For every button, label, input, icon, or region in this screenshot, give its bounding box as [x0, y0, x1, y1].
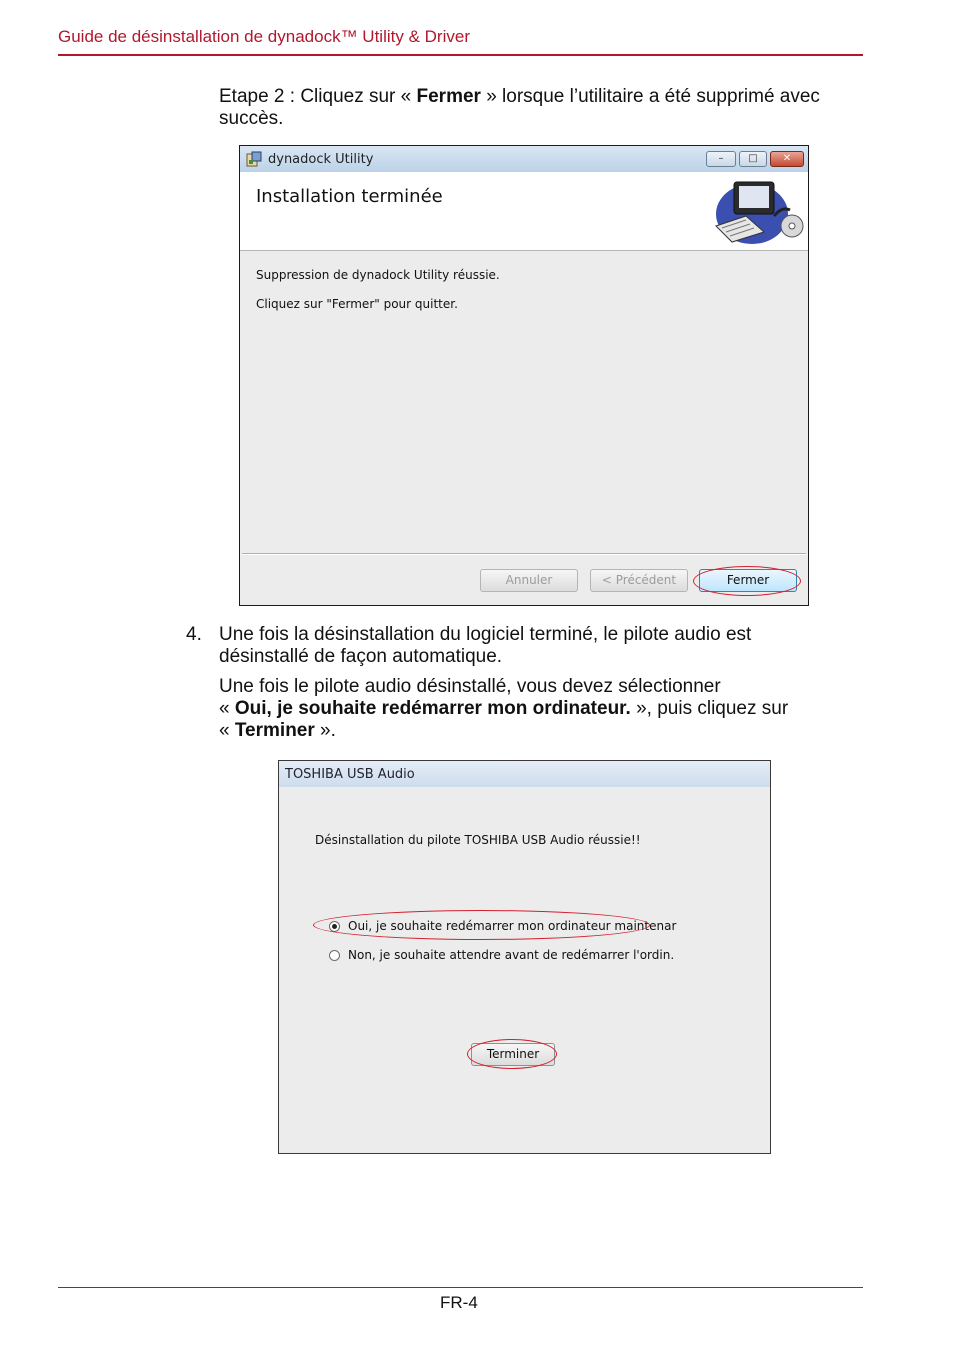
restart-now-option[interactable]: [329, 918, 676, 934]
header-divider: [58, 54, 863, 56]
computer-icon: [712, 176, 806, 246]
restart-later-option[interactable]: [329, 947, 674, 963]
radio-checked-icon[interactable]: [329, 921, 340, 932]
dialog-footer-divider: [242, 553, 806, 555]
step4-bold-restart: Oui, je souhaite redémarrer mon ordinateur.: [234, 698, 631, 719]
restart-now-label: Oui, je souhaite redémarrer mon ordinateur maintenar: [348, 919, 677, 933]
dialog-banner: [240, 172, 808, 251]
installer-app-icon: [246, 151, 262, 167]
step4-bold-terminer: Terminer: [234, 720, 315, 741]
step2-text-prefix: Etape 2 : Cliquez sur «: [219, 86, 417, 107]
step4-p2-quote-open: «: [219, 698, 235, 719]
page-number: FR-4: [440, 1293, 478, 1312]
uninstall-success-message: Suppression de dynadock Utility réussie.: [256, 268, 500, 282]
window-titlebar[interactable]: [279, 761, 770, 787]
cancel-button[interactable]: Annuler: [480, 569, 578, 592]
window-title: dynadock Utility: [268, 152, 374, 167]
restart-later-label: Non, je souhaite attendre avant de redémarrer l'ordin.: [348, 948, 675, 962]
window-titlebar[interactable]: [240, 146, 808, 173]
driver-uninstall-message: Désinstallation du pilote TOSHIBA USB Audio réussie!!: [315, 833, 641, 847]
minimize-button[interactable]: –: [706, 151, 736, 167]
step4-p2-line1: Une fois le pilote audio désinstallé, vous devez sélectionner: [219, 676, 721, 697]
step4-p2-line2-suffix: », puis cliquez sur: [630, 698, 789, 719]
radio-unchecked-icon[interactable]: [329, 950, 340, 961]
banner-title: Installation terminée: [256, 186, 443, 207]
footer-divider: [58, 1287, 863, 1288]
step2-text-line2: succès.: [219, 108, 284, 129]
step4-paragraph-2: [219, 676, 869, 742]
step4-line2: désinstallé de façon automatique.: [219, 646, 503, 667]
close-button[interactable]: Fermer: [699, 569, 797, 592]
window-title: TOSHIBA USB Audio: [285, 767, 415, 782]
step4-paragraph: [219, 624, 869, 668]
step4-line1: Une fois la désinstallation du logiciel terminé, le pilote audio est: [219, 624, 752, 645]
step2-paragraph: [219, 86, 869, 130]
step4-p2-quote-open-2: «: [219, 720, 235, 741]
finish-button[interactable]: Terminer: [471, 1043, 555, 1066]
close-window-button[interactable]: ✕: [770, 151, 804, 167]
previous-button[interactable]: < Précédent: [590, 569, 688, 592]
close-instruction-message: Cliquez sur "Fermer" pour quitter.: [256, 297, 458, 311]
step2-text-suffix: » lorsque l’utilitaire a été supprimé avec: [480, 86, 820, 107]
page-header-title: Guide de désinstallation de dynadock™ Utility & Driver: [58, 27, 470, 46]
toshiba-usb-audio-window: [278, 760, 771, 1154]
step4-p2-line3-suffix: ».: [314, 720, 336, 741]
list-number: 4.: [186, 624, 202, 645]
maximize-button[interactable]: □: [739, 151, 767, 167]
dynadock-utility-window: [239, 145, 809, 606]
step2-bold-fermer: Fermer: [416, 86, 481, 107]
